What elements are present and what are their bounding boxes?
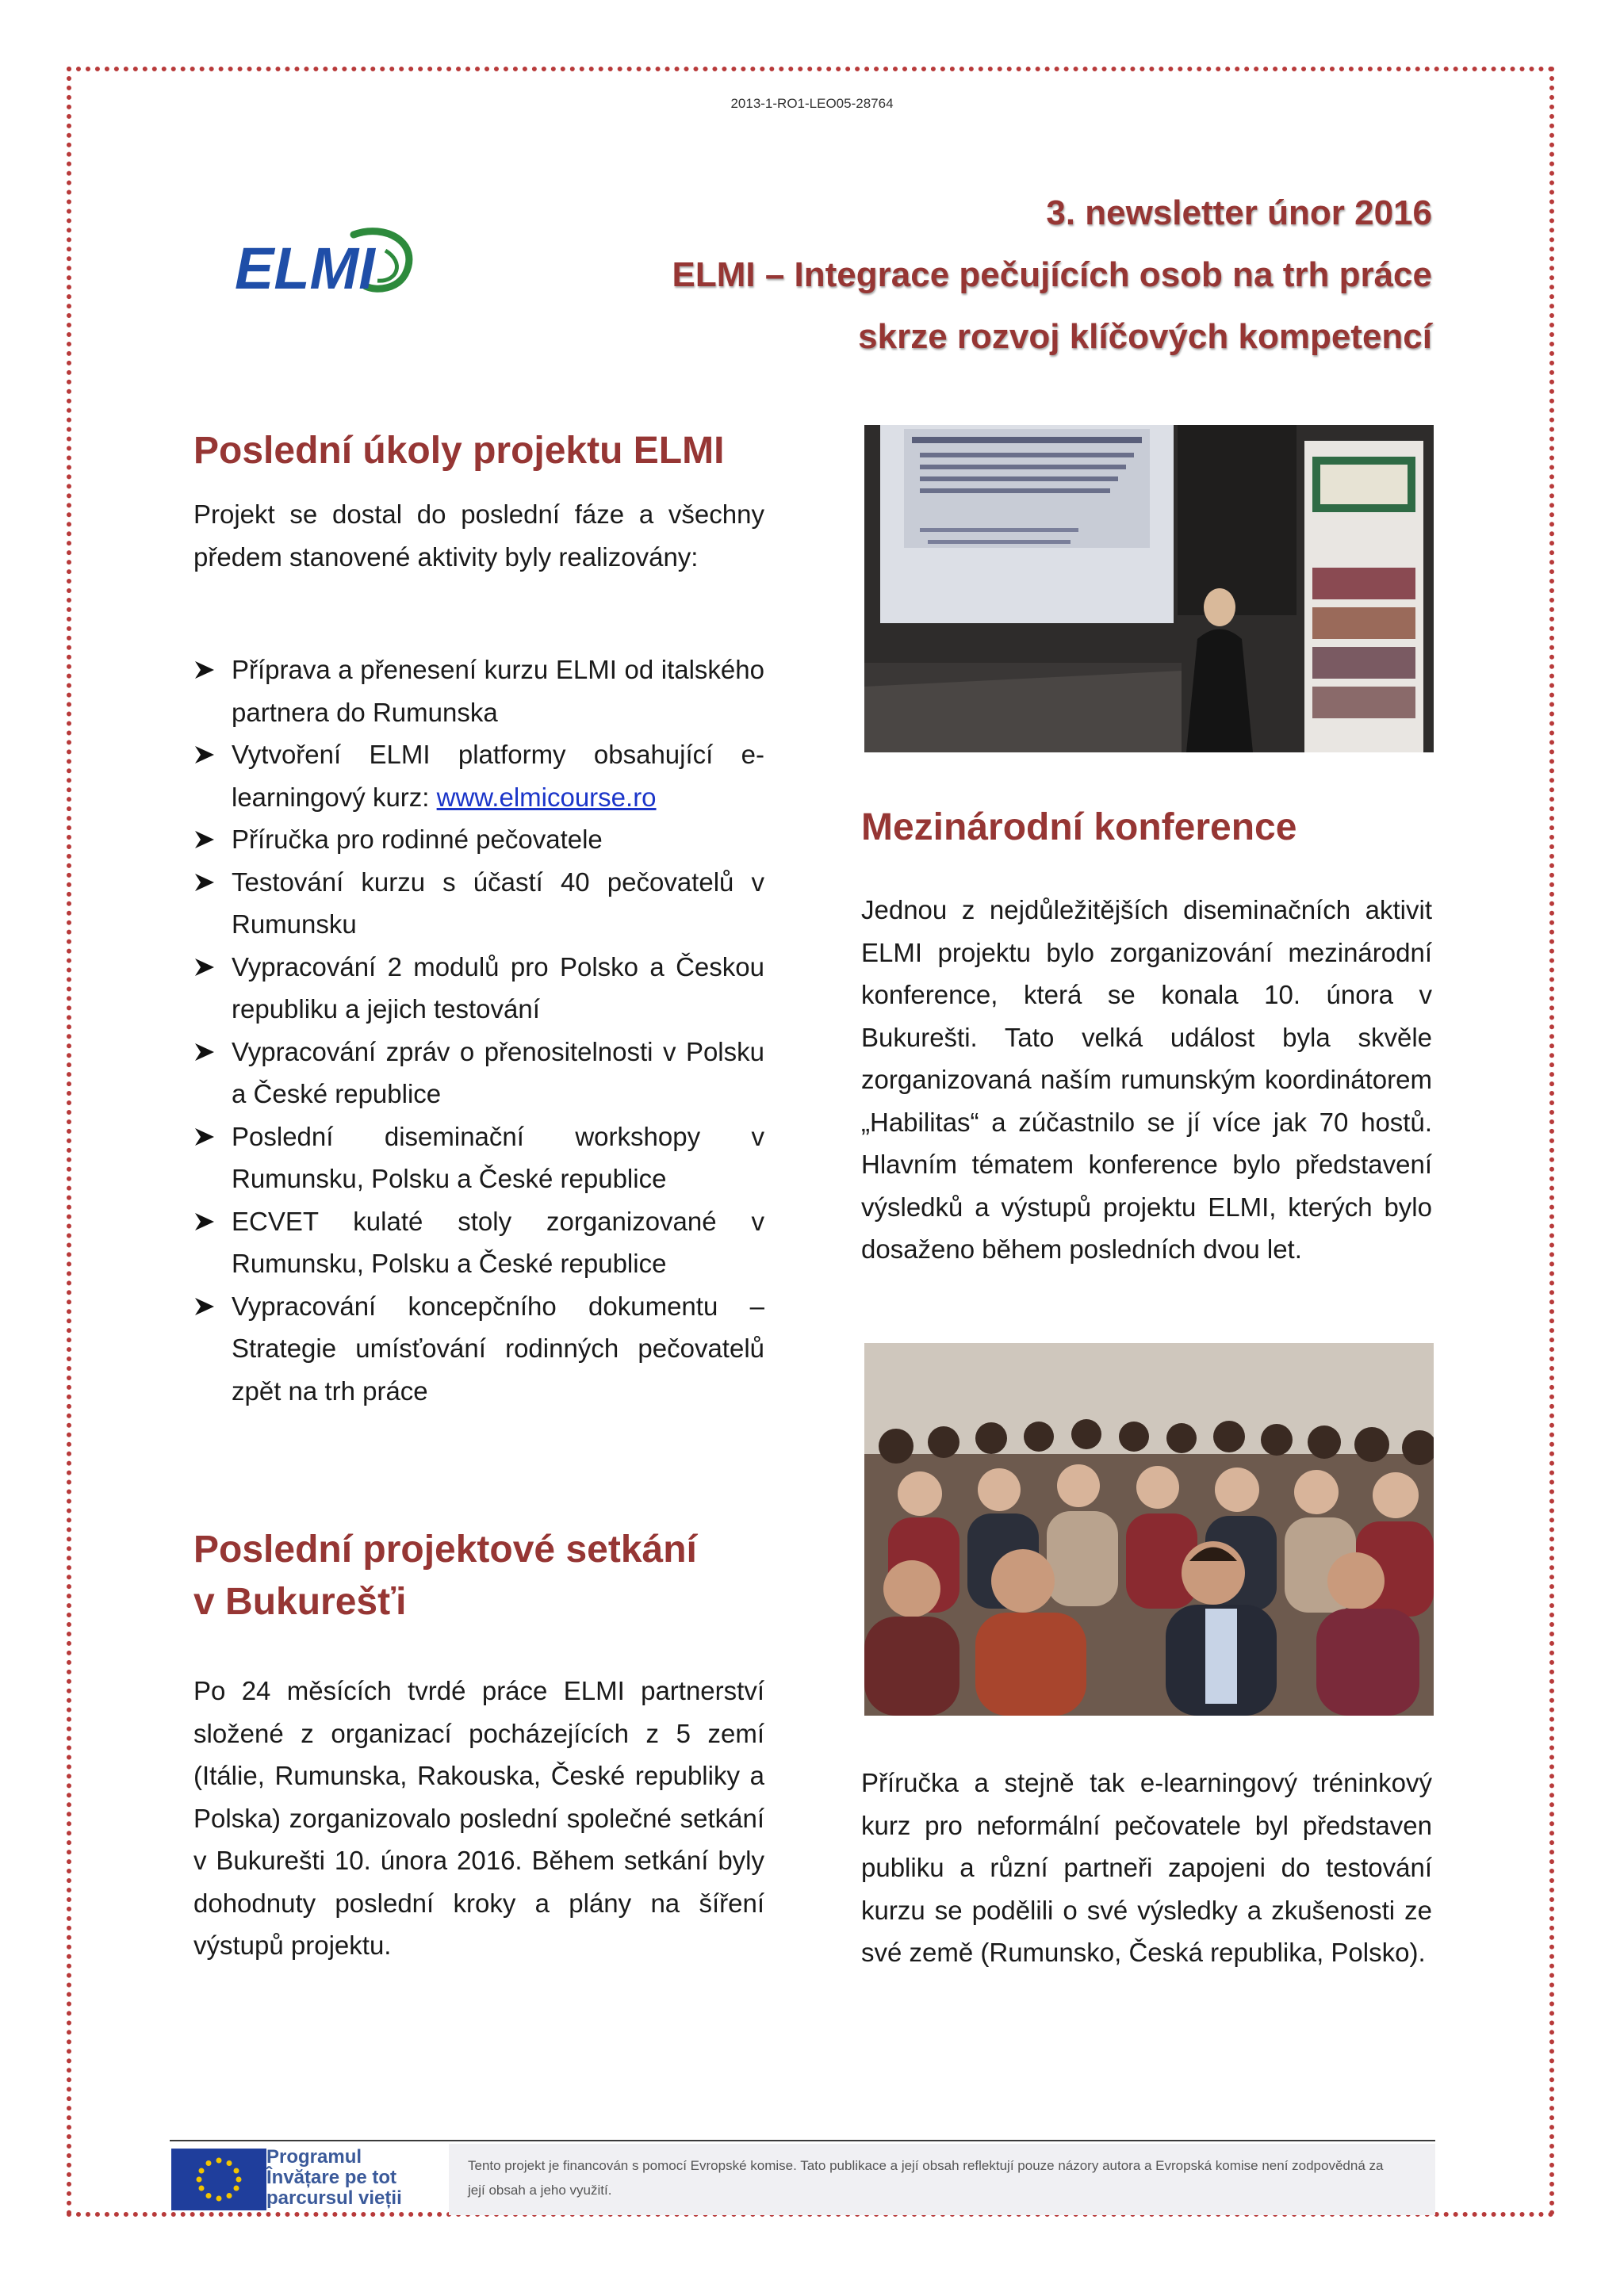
list-item: Příručka pro rodinné pečovatele bbox=[193, 818, 764, 861]
title-line-2: ELMI – Integrace pečujících osob na trh práce bbox=[672, 255, 1432, 294]
list-item: Testování kurzu s účastí 40 pečovatelů v Rumunsku bbox=[193, 861, 764, 946]
eu-flag-logo bbox=[171, 2149, 266, 2210]
arrow-bullet-icon bbox=[193, 1296, 216, 1317]
program-line-1: Programul bbox=[266, 2146, 362, 2168]
tasks-list bbox=[193, 649, 764, 1412]
elmi-logo bbox=[235, 219, 431, 306]
footer-disclaimer: Tento projekt je financován s pomocí Evropské komise. Tato publikace a její obsah reflektují pouze názory autora a Evropská komise není zodpovědná za její obsah a jeho využití. bbox=[468, 2158, 1384, 2198]
conference-text: Jednou z nejdůležitějších diseminačních aktivit ELMI projektu bylo zorganizování mezinárodní konference, která se konala 10. února v Bukurešti. Tato velká událost byla skvěle zorganizovaná naším rumunským koordinátorem „Habilitas“ a zúčastnilo se jí více jak 70 hostů. Hlavním tématem konference bylo představení výsledků a výstupů projektu ELMI, kterých bylo dosaženo během posledních dvou let. bbox=[861, 895, 1432, 1264]
meeting-text: Po 24 měsících tvrdé práce ELMI partnerství složené z organizací pocházejících z 5 zemí (Itálie, Rumunska, Rakouska, České republiky a Polska) zorganizovalo poslední společné setkání v Bukurešti 10. února 2016. Během setkání byly dohodnuty poslední kroky a plány na šíření výstupů projektu. bbox=[193, 1676, 764, 1960]
list-item: Vytvoření ELMI platformy obsahující e-learningový kurz: www.elmicourse.ro bbox=[193, 733, 764, 818]
right-section-conference bbox=[861, 802, 1432, 1271]
left-section-meeting bbox=[193, 1524, 764, 1967]
list-item: ECVET kulaté stoly zorganizované v Rumunsku, Polsku a České republice bbox=[193, 1200, 764, 1285]
list-item: Příprava a přenesení kurzu ELMI od italského partnera do Rumunska bbox=[193, 649, 764, 733]
list-item: Poslední diseminační workshopy v Rumunsku, Polsku a České republice bbox=[193, 1115, 764, 1200]
program-line-3: parcursul vieții bbox=[266, 2187, 402, 2209]
meeting-heading-line-2: v Bukurešťi bbox=[193, 1581, 407, 1623]
arrow-bullet-icon bbox=[193, 1042, 216, 1062]
title-line-1: 3. newsletter únor 2016 bbox=[1046, 193, 1432, 232]
arrow-bullet-icon bbox=[193, 872, 216, 893]
title-line-3: skrze rozvoj klíčových kompetencí bbox=[858, 317, 1432, 356]
arrow-bullet-icon bbox=[193, 1211, 216, 1232]
footer-divider bbox=[170, 2140, 1435, 2141]
arrow-bullet-icon bbox=[193, 829, 216, 850]
presentation-photo bbox=[864, 425, 1434, 752]
list-item: Vypracování zpráv o přenositelnosti v Polsku a České republice bbox=[193, 1031, 764, 1115]
elmicourse-link[interactable]: www.elmicourse.ro bbox=[436, 782, 657, 812]
left-section-tasks bbox=[193, 425, 764, 578]
conference-heading: Mezinárodní konference bbox=[861, 806, 1297, 848]
right-section-handbook bbox=[861, 1762, 1432, 1974]
audience-photo bbox=[864, 1343, 1434, 1716]
handbook-text: Příručka a stejně tak e-learningový tréninkový kurz pro neformální pečovatele byl představen publiku a různí partneři zapojeni do testování kurzu se podělili o své výsledky a zkušenosti ze své země (Rumunsko, Česká republika, Polsko). bbox=[861, 1768, 1432, 1967]
project-code: 2013-1-RO1-LEO05-28764 bbox=[730, 96, 894, 111]
newsletter-title bbox=[481, 182, 1432, 368]
tasks-heading: Poslední úkoly projektu ELMI bbox=[193, 430, 725, 472]
list-item: Vypracování 2 modulů pro Polsko a Českou republiku a jejich testování bbox=[193, 946, 764, 1031]
meeting-heading bbox=[193, 1524, 764, 1628]
program-name bbox=[266, 2147, 449, 2209]
arrow-bullet-icon bbox=[193, 957, 216, 978]
arrow-bullet-icon bbox=[193, 1127, 216, 1147]
program-line-2: Învățare pe tot bbox=[266, 2167, 397, 2188]
tasks-list-wrap bbox=[193, 649, 764, 1412]
tasks-intro: Projekt se dostal do poslední fáze a všechny předem stanovené aktivity byly realizovány: bbox=[193, 499, 764, 572]
meeting-heading-line-1: Poslední projektové setkání bbox=[193, 1529, 697, 1571]
arrow-bullet-icon bbox=[193, 660, 216, 680]
list-item: Vypracování koncepčního dokumentu – Strategie umísťování rodinných pečovatelů zpět na trh práce bbox=[193, 1285, 764, 1413]
arrow-bullet-icon bbox=[193, 744, 216, 765]
logo-text: ELMI bbox=[235, 235, 375, 301]
